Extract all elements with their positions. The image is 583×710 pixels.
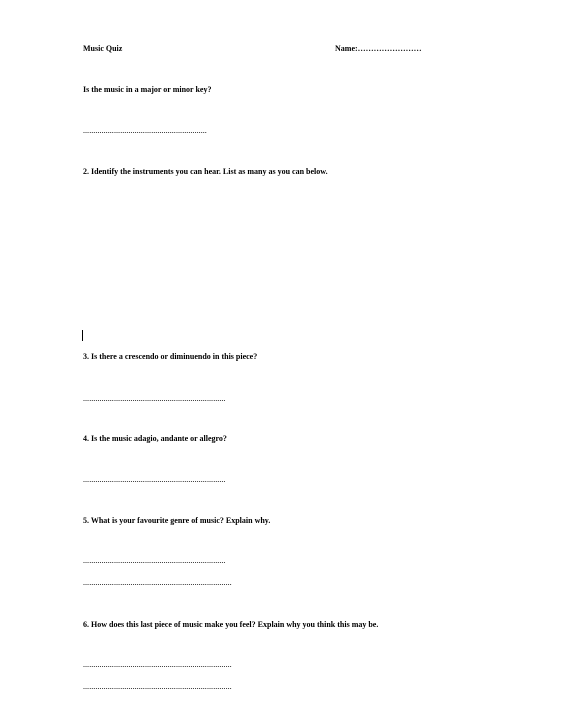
answer-line-6a[interactable]: ……………………………………………………………… <box>83 663 232 669</box>
answer-line-5b[interactable]: ……………………………………………………………… <box>83 581 232 587</box>
question-2: 2. Identify the instruments you can hear. List as many as you can below. <box>83 167 328 176</box>
question-3: 3. Is there a crescendo or diminuendo in this piece? <box>83 352 258 361</box>
answer-line-3[interactable]: …………………………………………………………… <box>83 397 226 403</box>
answer-line-4[interactable]: …………………………………………………………… <box>83 478 226 484</box>
answer-area-2[interactable] <box>83 185 503 325</box>
question-6: 6. How does this last piece of music make you feel? Explain why you think this may be. <box>83 620 379 629</box>
question-4: 4. Is the music adagio, andante or allegro? <box>83 434 227 443</box>
name-field[interactable]: Name:…………………… <box>335 44 422 53</box>
answer-line-5a[interactable]: …………………………………………………………… <box>83 559 226 565</box>
question-1: Is the music in a major or minor key? <box>83 85 212 94</box>
question-5: 5. What is your favourite genre of music? Explain why. <box>83 516 271 525</box>
text-cursor <box>82 330 83 341</box>
answer-line-6b[interactable]: ……………………………………………………………… <box>83 685 232 691</box>
answer-line-1[interactable]: …………………………………………………… <box>83 129 207 135</box>
quiz-title: Music Quiz <box>83 44 123 53</box>
